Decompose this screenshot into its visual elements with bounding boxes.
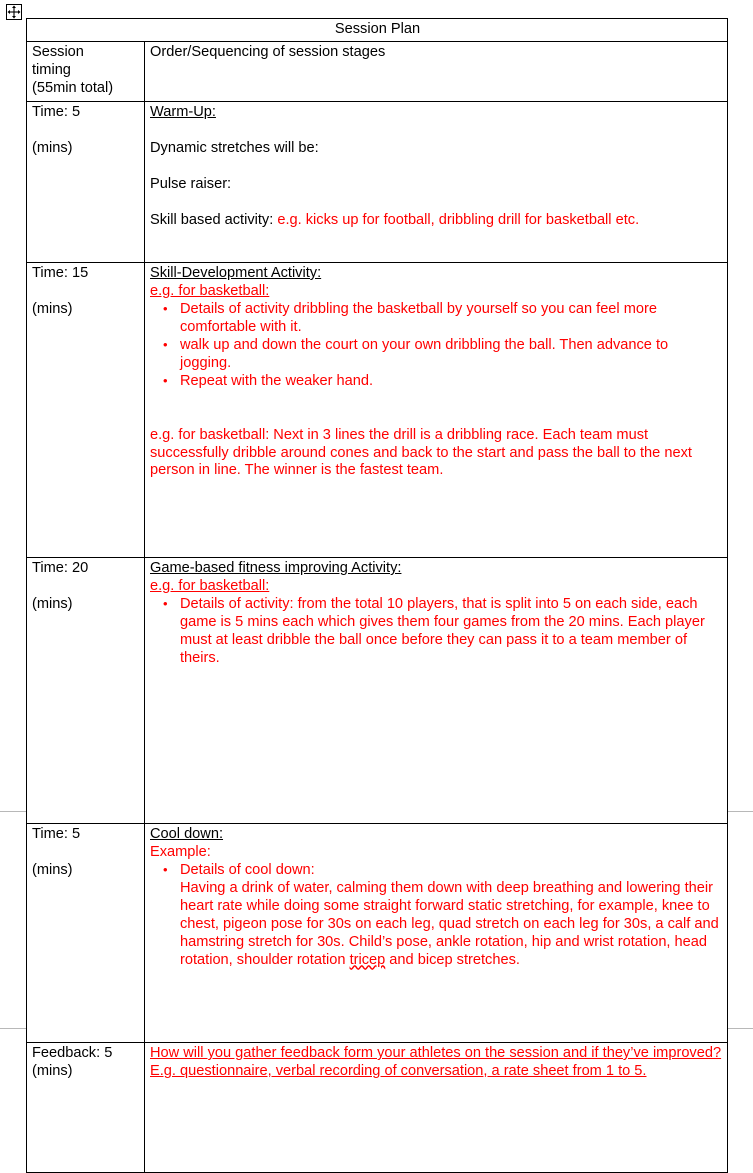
session-plan-table xyxy=(26,18,728,1173)
table-row-skill-development xyxy=(27,263,728,558)
cool-down-body-part-2: and bicep stretches. xyxy=(385,951,520,968)
warm-up-skill-label: Skill based activity: xyxy=(150,211,278,228)
list-item: • Details of activity: from the total 10 players, that is split into 5 on each side, each game is 5 mins each which gives them four games from the 20 mins. Each player must at least dribble the ball once before they can pass it to a team member of theirs. xyxy=(180,596,723,668)
time-label: Time: 15 xyxy=(32,265,89,281)
list-item: • Details of activity dribbling the basketball by yourself so you can feel more comfortable with it. xyxy=(180,301,723,337)
timing-cell-cool-down xyxy=(27,824,145,1043)
list-item: • walk up and down the court on your own dribbling the ball. Then advance to jogging. xyxy=(180,337,723,373)
warm-up-skill-example: e.g. kicks up for football, dribbling drill for basketball etc. xyxy=(277,211,640,228)
feedback-body: How will you gather feedback form your athletes on the session and if they’ve improved? E.g. questionnaire, verbal recording of conversation, a rate sheet from 1 to 5. xyxy=(150,1045,722,1079)
cool-down-bullet-lead: Details of cool down: xyxy=(180,861,315,878)
timing-header-line-2: timing xyxy=(32,61,71,78)
timing-cell-warm-up xyxy=(27,102,145,263)
time-unit: (mins) xyxy=(32,300,73,317)
bullet-list-skill-development xyxy=(150,301,723,391)
column-header-timing xyxy=(27,42,145,102)
section-subheading-game-based-fitness: e.g. for basketball: xyxy=(150,577,270,594)
table-row-game-based-fitness xyxy=(27,558,728,824)
time-label: Feedback: 5 xyxy=(32,1045,113,1061)
list-item xyxy=(180,862,723,970)
content-cell-warm-up xyxy=(145,102,728,263)
table-row-feedback xyxy=(27,1043,728,1173)
timing-cell-skill-development xyxy=(27,263,145,558)
time-label: Time: 20 xyxy=(32,560,89,576)
bullet-list-cool-down xyxy=(150,862,723,970)
content-cell-skill-development xyxy=(145,263,728,558)
section-heading-cool-down: Cool down: xyxy=(150,826,224,842)
timing-header-line-1: Session xyxy=(32,44,84,60)
warm-up-line-dynamic-stretches: Dynamic stretches will be: xyxy=(150,139,319,156)
timing-header-line-3: (55min total) xyxy=(32,79,114,96)
warm-up-skill-based-activity xyxy=(150,212,723,230)
section-heading-game-based-fitness: Game-based fitness improving Activity: xyxy=(150,560,402,576)
section-heading-warm-up: Warm-Up: xyxy=(150,104,216,120)
section-subheading-cool-down: Example: xyxy=(150,843,211,860)
page-title: Session Plan xyxy=(27,19,728,42)
content-cell-cool-down xyxy=(145,824,728,1043)
time-label: Time: 5 xyxy=(32,826,81,842)
table-row-header xyxy=(27,42,728,102)
move-table-handle-icon[interactable] xyxy=(6,4,22,20)
timing-cell-game-based-fitness xyxy=(27,558,145,824)
column-header-order xyxy=(145,42,728,102)
bullet-list-game-based-fitness xyxy=(150,596,723,668)
table-row-cool-down xyxy=(27,824,728,1043)
content-cell-feedback xyxy=(145,1043,728,1173)
section-subheading-skill-development: e.g. for basketball: xyxy=(150,282,270,299)
table-row-title xyxy=(27,19,728,42)
cool-down-body-part-1: Having a drink of water, calming them down with deep breathing and lowering their heart rate while doing some straight forward static stretching, for example, knee to chest, pigeon pose for 30s on each leg, quad stretch on each leg for 30s, a calf and hamstring stretch for 30s. Child’s pose, ankle rotation, hip and wrist rotation, head rotation, shoulder rotation xyxy=(180,879,719,968)
timing-cell-feedback xyxy=(27,1043,145,1173)
content-cell-game-based-fitness xyxy=(145,558,728,824)
table-row-warm-up xyxy=(27,102,728,263)
section-heading-skill-development: Skill-Development Activity: xyxy=(150,265,322,281)
skill-development-trailing-paragraph: e.g. for basketball: Next in 3 lines the drill is a dribbling race. Each team must successfully dribble around cones and back to the start and pass the ball to the next person in line. The winner is the fastest team. xyxy=(150,426,692,479)
time-unit: (mins) xyxy=(32,595,73,612)
time-unit: (mins) xyxy=(32,139,73,156)
time-unit: (mins) xyxy=(32,861,73,878)
order-header-label: Order/Sequencing of session stages xyxy=(150,44,386,60)
time-unit: (mins) xyxy=(32,1062,73,1079)
cool-down-misspelled-word: tricep xyxy=(349,951,386,968)
time-label: Time: 5 xyxy=(32,104,81,120)
warm-up-line-pulse-raiser: Pulse raiser: xyxy=(150,175,232,192)
list-item: • Repeat with the weaker hand. xyxy=(180,373,723,391)
